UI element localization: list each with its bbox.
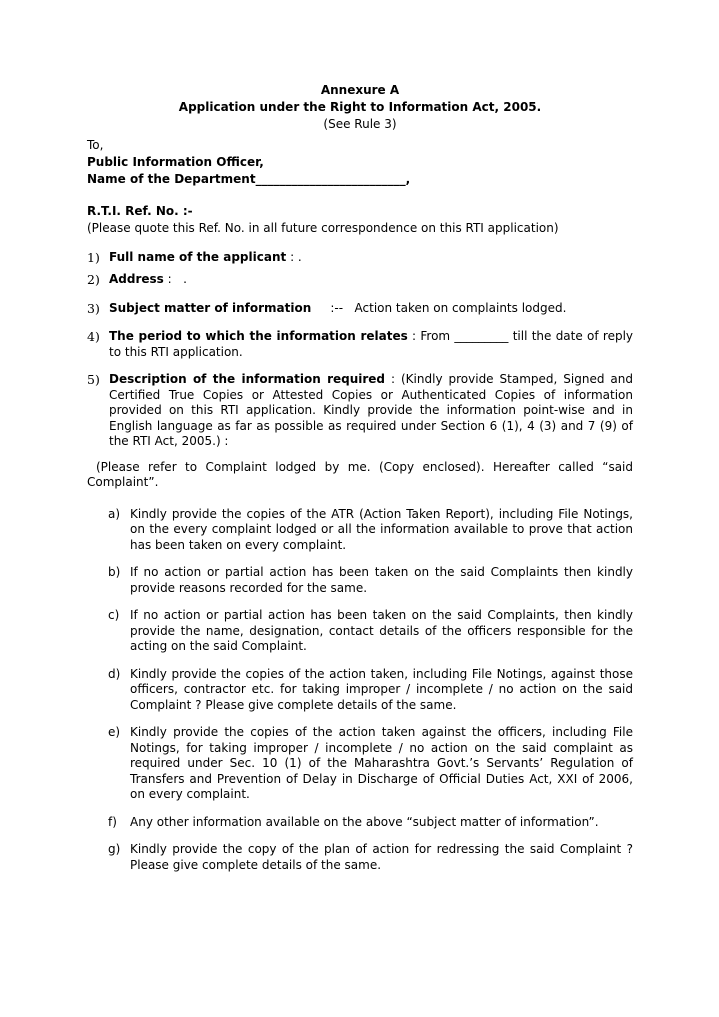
subitem-g <box>87 842 633 873</box>
subitem-d <box>87 667 633 714</box>
reference-block <box>87 203 633 237</box>
item-subject-matter <box>87 300 633 317</box>
subitem-e <box>87 725 633 803</box>
ref-label: R.T.I. Ref. No. :- <box>87 204 193 218</box>
item-applicant-name <box>87 249 633 266</box>
subitem-letter: g) <box>108 842 121 856</box>
subitem-c <box>87 608 633 655</box>
item-number: 4) <box>87 329 100 344</box>
subitem-f <box>87 815 633 831</box>
subitem-text: If no action or partial action has been taken on the said Complaints, then kindly provide the name, designation, contact details of the officers responsible for the acting on the said Complaint. <box>130 608 633 653</box>
subitem-letter: c) <box>108 608 120 622</box>
item-text: : (Kindly provide Stamped, Signed and Certified True Copies or Attested Copies or Authenticated Copies of information provided on this RTI application. Kindly provide the information point-wise and in English language as far as possible as required under Section 6 (1), 4 (3) and 7 (9) of the RTI Act, 2005.) : <box>109 372 633 448</box>
item-label: Full name of the applicant <box>109 250 287 264</box>
subitem-b <box>87 565 633 596</box>
rule-reference: (See Rule 3) <box>323 117 397 131</box>
intro-text: (Please refer to Complaint lodged by me. (Copy enclosed). Hereafter called “said Complaint”. <box>87 459 633 489</box>
address-block <box>87 137 633 188</box>
item-address <box>87 271 633 288</box>
document-page <box>87 82 633 873</box>
page-title: Application under the Right to Information Act, 2005. <box>178 100 542 114</box>
item-number: 5) <box>87 372 100 387</box>
subitem-letter: f) <box>108 814 117 829</box>
subitem-text: Any other information available on the above “subject matter of information”. <box>130 814 599 829</box>
item-description <box>87 372 633 450</box>
annexure-title: Annexure A <box>320 83 400 97</box>
subitem-letter: b) <box>108 565 121 579</box>
subitem-text: Kindly provide the copies of the action taken, including File Notings, against those officers, contractor etc. for taking improper / incomplete / no action on the said Complaint ? Please give complete details of the same. <box>130 666 633 712</box>
subitem-letter: d) <box>108 666 121 681</box>
item-label: Description of the information required <box>109 372 386 386</box>
subitem-text: If no action or partial action has been taken on the said Complaints then kindly provide reasons recorded for the same. <box>130 565 633 595</box>
item-number: 3) <box>87 301 100 316</box>
subitem-text: Kindly provide the copy of the plan of action for redressing the said Complaint ? Please give complete details of the same. <box>130 842 633 872</box>
item-label: Address <box>109 272 164 286</box>
item-label: Subject matter of information <box>109 301 312 315</box>
item-text: : . <box>286 250 302 264</box>
subitem-letter: e) <box>108 725 121 739</box>
address-officer: Public Information Officer, <box>87 155 264 169</box>
item-number: 1) <box>87 250 100 265</box>
item-text: :-- Action taken on complaints lodged. <box>311 301 567 315</box>
address-to: To, <box>87 138 104 152</box>
ref-note: (Please quote this Ref. No. in all future correspondence on this RTI application) <box>87 221 559 235</box>
complaint-intro <box>87 460 633 491</box>
address-department: Name of the Department_________________________, <box>87 172 411 186</box>
subitem-a <box>87 507 633 554</box>
subitem-letter: a) <box>108 506 121 521</box>
item-text: : From _________ till the date of reply to this RTI application. <box>109 329 634 359</box>
item-text: : . <box>163 272 187 286</box>
subitem-text: Kindly provide the copies of the action taken against the officers, including File Notings, for taking improper / incomplete / no action on the said complaint as required under Sec. 10 (1) of the Maharashtra Govt.’s Servants’ Regulation of Transfers and Prevention of Delay in Discharge of Official Duties Act, XXI of 2006, on every complaint. <box>130 725 633 801</box>
subitem-text: Kindly provide the copies of the ATR (Action Taken Report), including File Notings, on the every complaint lodged or all the information available to prove that action has been taken on every complaint. <box>130 506 633 552</box>
item-label: The period to which the information relates <box>109 329 408 343</box>
item-period <box>87 329 633 360</box>
header <box>87 82 633 133</box>
item-number: 2) <box>87 272 100 287</box>
